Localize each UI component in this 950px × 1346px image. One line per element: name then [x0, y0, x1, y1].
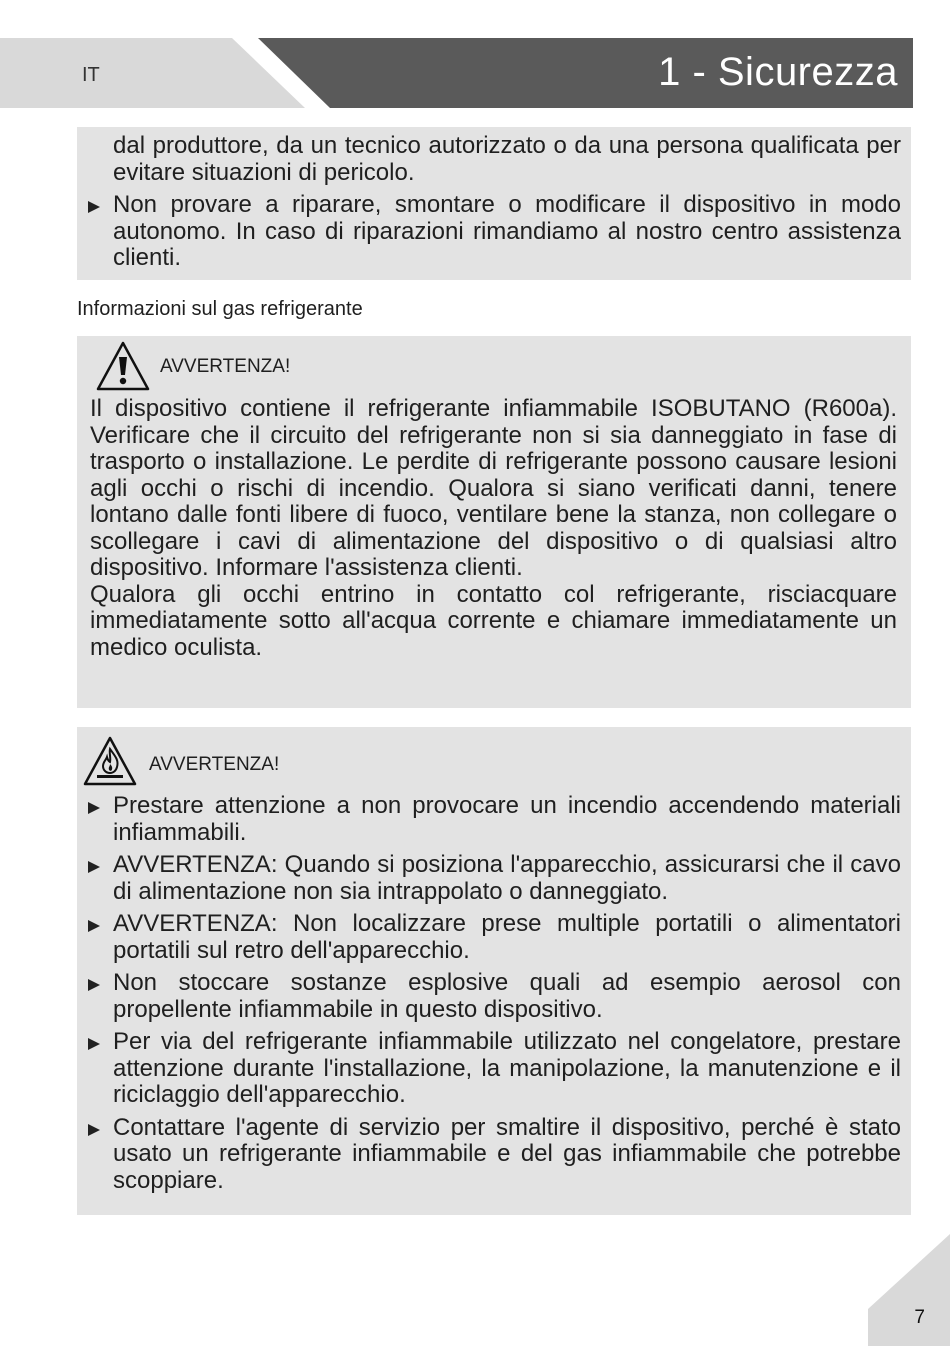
bullet-item: Prestare attenzione a non provocare un incendio accendendo materiali infiammabili.	[77, 793, 901, 846]
bullet-item: Per via del refrigerante infiammabile utilizzato nel congelatore, prestare attenzione durante l'installazione, la manipolazione, la manutenzione e il riciclaggio dell'apparecchio.	[77, 1029, 901, 1109]
page-number: 7	[914, 1307, 925, 1328]
warning-box-refrigerant	[77, 336, 911, 708]
section-heading: Informazioni sul gas refrigerante	[77, 298, 363, 320]
flammable-triangle-icon	[82, 735, 138, 787]
warning-box-fire	[77, 727, 911, 1215]
bullet-item: Contattare l'agente di servizio per smaltire il dispositivo, perché è stato usato un refrigerante infiammabile e del gas infiammabile che potrebbe scoppiare.	[77, 1115, 901, 1195]
warning-paragraph: Il dispositivo contiene il refrigerante infiammabile ISOBUTANO (R600a). Verificare che il circuito del refrigerante non si sia danneggiato in fase di trasporto o installazione. Le perdite di refrigerante possono causare lesioni agli occhi o rischi di incendio. Qualora si siano verificati danni, tenere lontano dalle fonti libere di fuoco, ventilare bene la stanza, non collegare o scollegare i cavi di alimentazione del dispositivo o di qualsiasi altro dispositivo. Informare l'assistenza clienti.	[90, 395, 897, 581]
warning-header	[90, 336, 897, 396]
exclamation-triangle-icon	[95, 340, 151, 392]
language-tab	[0, 38, 305, 108]
continuation-text: dal produttore, da un tecnico autorizzato o da una persona qualificata per evitare situazioni di pericolo.	[113, 132, 901, 186]
bullet-item: AVVERTENZA: Non localizzare prese multiple portatili o alimentatori portatili sul retro dell'apparecchio.	[77, 911, 901, 964]
warning-label: AVVERTENZA!	[160, 356, 291, 377]
page-title: 1 - Sicurezza	[658, 50, 898, 94]
warning-label: AVVERTENZA!	[149, 754, 280, 775]
warning-header	[77, 727, 901, 791]
language-label: IT	[82, 64, 100, 86]
bullet-item: AVVERTENZA: Quando si posiziona l'apparecchio, assicurarsi che il cavo di alimentazione non sia intrappolato o danneggiato.	[77, 852, 901, 905]
bullet-item: Non stoccare sostanze esplosive quali ad esempio aerosol con propellente infiammabile in questo dispositivo.	[77, 970, 901, 1023]
warning-paragraph: Qualora gli occhi entrino in contatto col refrigerante, risciacquare immediatamente sotto all'acqua corrente e chiamare immediatamente un medico oculista.	[90, 580, 897, 661]
continuation-box	[77, 127, 911, 280]
bullet-item: Non provare a riparare, smontare o modificare il dispositivo in modo autonomo. In caso di riparazioni rimandiamo al nostro centro assistenza clienti.	[77, 192, 901, 272]
page-corner	[868, 1234, 950, 1346]
